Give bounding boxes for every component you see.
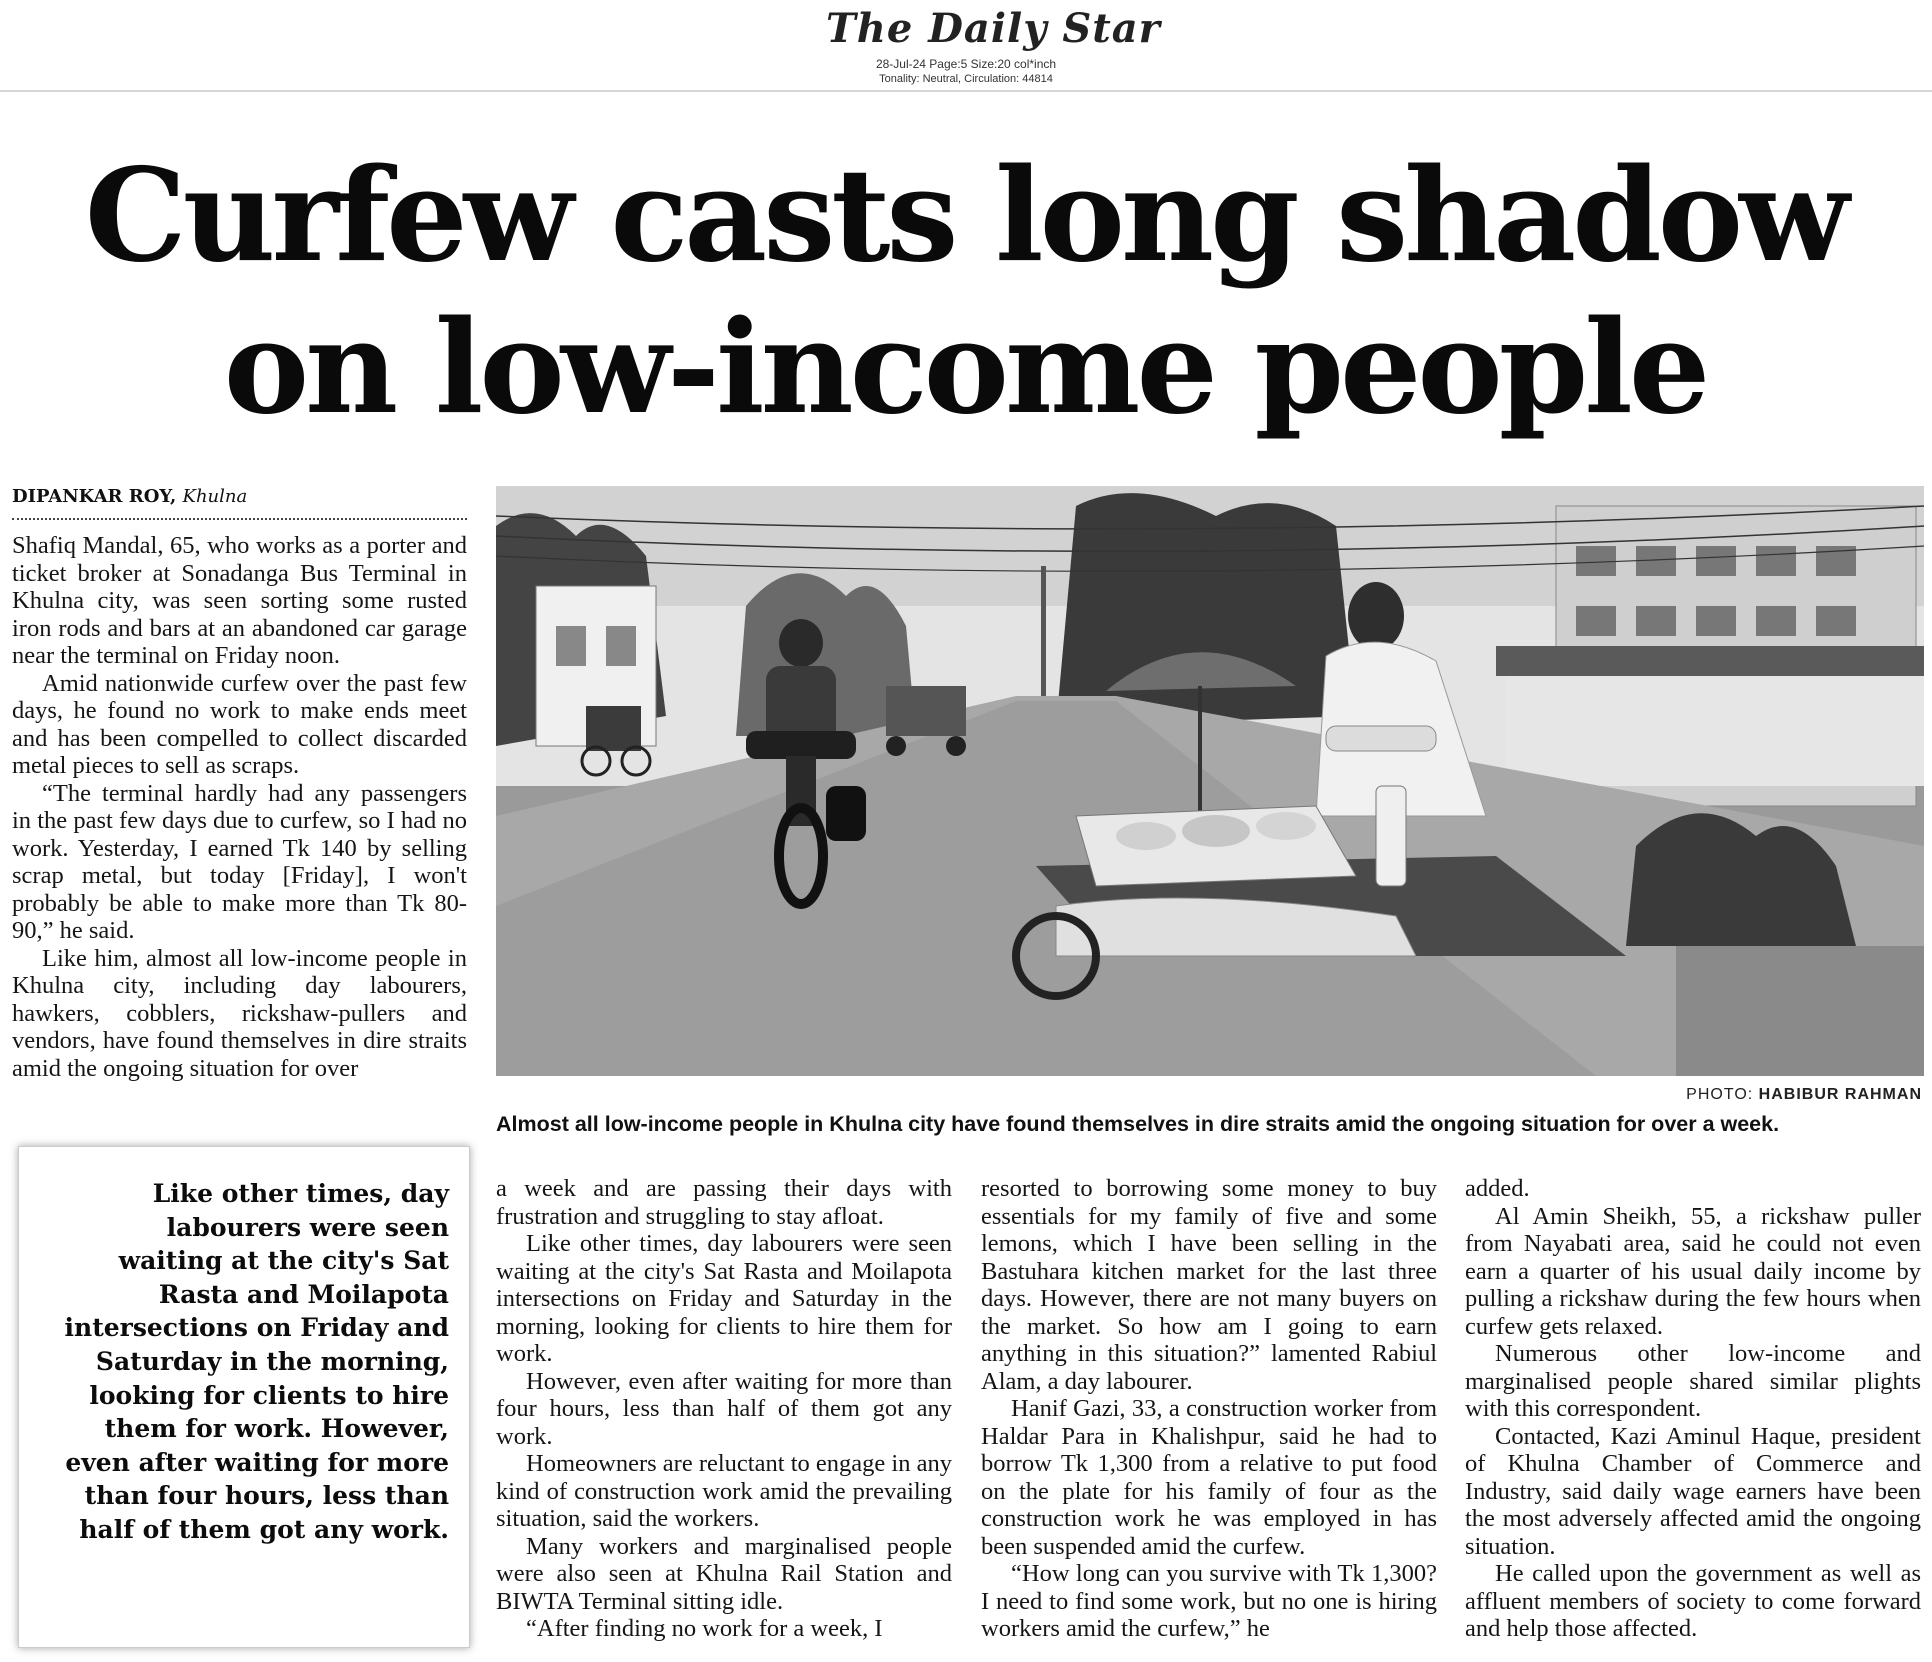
paragraph: Like him, almost all low-income people in Khulna city, including day labourers, hawkers, cobblers, rickshaw-pullers and vendors, have found themselves in dire straits amid the ongoing situation for over [12,944,467,1082]
byline [12,486,467,507]
headline [40,140,1890,444]
photo-credit-label: PHOTO: [1686,1086,1754,1103]
headline-line-2: on low-income people [223,293,1707,443]
photo-credit [1500,1086,1922,1104]
photo-credit-name: HABIBUR RAHMAN [1758,1086,1922,1103]
paragraph: However, even after waiting for more than four hours, less than half of them got any work. [496,1367,952,1450]
paragraph: Homeowners are reluctant to engage in any kind of construction work amid the prevailing situation, said the workers. [496,1450,952,1532]
article-column-3 [981,1175,1437,1653]
headline-line-1: Curfew casts long shadow [84,141,1846,291]
paragraph: “How long can you survive with Tk 1,300? I need to find some work, but no one is hiring workers amid the curfew,” he [981,1560,1437,1642]
paragraph: Hanif Gazi, 33, a construction worker from Haldar Para in Khalishpur, said he had to borrow Tk 1,300 from a relative to put food on the plate for his family of four as the construction work he was employed in has been suspended amid the curfew. [981,1395,1437,1560]
masthead-divider [0,90,1932,92]
paragraph: He called upon the government as well as affluent members of society to come forward and help those affected. [1465,1560,1921,1642]
paragraph: Numerous other low-income and marginalised people shared similar plights with this correspondent. [1465,1340,1921,1422]
pullquote-box [18,1146,470,1648]
paragraph: resorted to borrowing some money to buy essentials for my family of five and some lemons, which I have been selling in the Bastuhara kitchen market for the last three days. However, there are not many buyers on the market. So how am I going to earn anything in this situation?” lamented Rabiul Alam, a day labourer. [981,1175,1437,1395]
paragraph: Contacted, Kazi Aminul Haque, president of Khulna Chamber of Commerce and Industry, said daily wage earners have been the most adversely affected amid the ongoing situation. [1465,1422,1921,1560]
clipping-meta-page: 28-Jul-24 Page:5 Size:20 col*inch [875,57,1057,71]
byline-location: Khulna [182,486,248,507]
paragraph: Amid nationwide curfew over the past few days, he found no work to make ends meet and has been compelled to collect discarded metal pieces to sell as scraps. [12,669,467,779]
newspaper-logo-text: The Daily Star [826,5,1161,52]
article-column-4 [1465,1175,1921,1653]
article-column-1 [12,532,467,1120]
paragraph: “The terminal hardly had any passengers in the past few days due to curfew, so I had no work. Yesterday, I earned Tk 140 by selling scrap metal, but today [Friday], I won't probably be able to make more than Tk 80-90,” he said. [12,779,467,944]
photo-caption: Almost all low-income people in Khulna city have found themselves in dire straits amid the ongoing situation for over a week. [496,1112,1780,1136]
news-photo [496,486,1924,1076]
paragraph: Al Amin Sheikh, 55, a rickshaw puller from Nayabati area, said he could not even earn a quarter of his usual daily income by pulling a rickshaw during the few hours when curfew gets relaxed. [1465,1202,1921,1340]
byline-divider [12,518,467,520]
newspaper-logo [826,5,1161,52]
paragraph: Like other times, day labourers were seen waiting at the city's Sat Rasta and Moilapota intersections on Friday and Saturday in the morning, looking for clients to hire them for work. [496,1230,952,1367]
paragraph: “After finding no work for a week, I [526,1615,883,1642]
news-photo-image [496,486,1924,1076]
clipping-meta-tonality: Tonality: Neutral, Circulation: 44814 [879,73,1053,85]
paragraph: added. [1465,1175,1530,1202]
paragraph: a week and are passing their days with frustration and struggling to stay afloat. [496,1175,952,1230]
article-column-2 [496,1175,952,1653]
paragraph: Many workers and marginalised people were also seen at Khulna Rail Station and BIWTA Terminal sitting idle. [496,1532,952,1615]
pullquote-text: Like other times, day labourers were seen waiting at the city's Sat Rasta and Moilapota intersections on Friday and Saturday in the morning, looking for clients to hire them for work. However, even after waiting for more than four hours, less than half of them got any work. [64,1179,449,1544]
paragraph: Shafiq Mandal, 65, who works as a porter and ticket broker at Sonadanga Bus Terminal in Khulna city, was seen sorting some rusted iron rods and bars at an abandoned car garage near the terminal on Friday noon. [12,532,467,669]
byline-author: DIPANKAR ROY, [12,486,177,507]
